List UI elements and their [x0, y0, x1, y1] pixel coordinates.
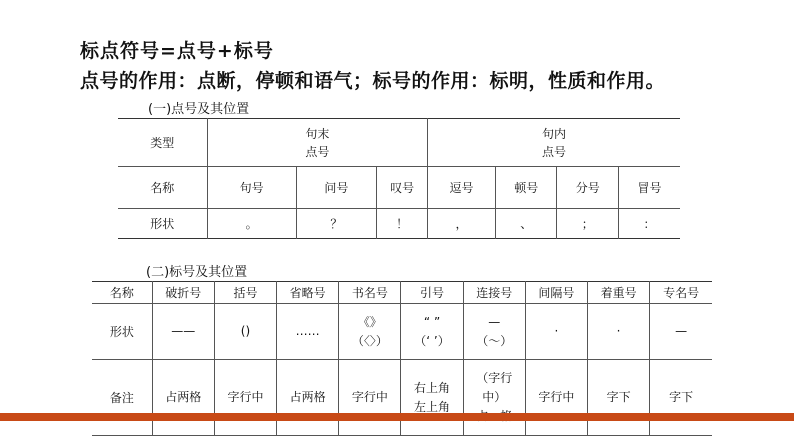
table-row — [92, 282, 712, 304]
name-cell: 逗号 — [428, 167, 496, 209]
shape-cell: ？ — [296, 209, 377, 239]
shape-cell: — （～） — [463, 304, 525, 360]
shape-cell: — — [650, 304, 712, 360]
shape-cell: · — [525, 304, 587, 360]
table-row — [118, 167, 680, 209]
footer-accent-bar — [0, 413, 794, 421]
note-cell: 字行中 — [525, 360, 587, 436]
note-cell: 占两格 — [277, 360, 339, 436]
table-row — [92, 304, 712, 360]
punctuation-points-table — [118, 118, 680, 239]
note-cell: 字下 — [650, 360, 712, 436]
name-label-cell: 名称 — [118, 167, 207, 209]
table-row — [92, 360, 712, 436]
shape-cell: ： — [618, 209, 680, 239]
name-cell: 专名号 — [650, 282, 712, 304]
table-row — [118, 209, 680, 239]
shape-cell: “ ” （‘ ’） — [401, 304, 463, 360]
function-description: 点号的作用：点断，停顿和语气；标号的作用：标明，性质和作用。 — [80, 70, 666, 92]
note-cell: 字行中 — [339, 360, 401, 436]
type-label-cell: 类型 — [150, 136, 175, 150]
name-label-cell: 名称 — [109, 286, 134, 300]
shape-cell: () — [214, 304, 276, 360]
name-cell: 间隔号 — [525, 282, 587, 304]
shape-label-cell: 形状 — [118, 209, 207, 239]
note-cell: 占两格 — [152, 360, 214, 436]
shape-cell: 《》 （〈〉） — [339, 304, 401, 360]
name-cell: 句号 — [207, 167, 296, 209]
shape-cell: ， — [428, 209, 496, 239]
note-cell: （字行 中） — [463, 360, 525, 436]
name-cell: 破折号 — [152, 282, 214, 304]
group-sentence-end: 句末 点号 — [207, 119, 428, 167]
name-cell: 冒号 — [618, 167, 680, 209]
note-cell: 字行中 — [214, 360, 276, 436]
shape-cell: ； — [557, 209, 619, 239]
name-cell: 着重号 — [588, 282, 650, 304]
shape-cell: ！ — [377, 209, 428, 239]
shape-cell: —— — [152, 304, 214, 360]
name-cell: 问号 — [296, 167, 377, 209]
formula-heading: 标点符号=点号+标号 — [80, 40, 274, 62]
name-cell: 连接号 — [463, 282, 525, 304]
section1-title: (一)点号及其位置 — [148, 102, 250, 117]
section2-title: (二)标号及其位置 — [146, 265, 248, 280]
name-cell: 省略号 — [277, 282, 339, 304]
shape-cell: · — [588, 304, 650, 360]
shape-label-cell: 形状 — [92, 304, 152, 360]
name-cell: 顿号 — [495, 167, 557, 209]
shape-cell: 、 — [495, 209, 557, 239]
note-cell: 字下 — [588, 360, 650, 436]
name-cell: 叹号 — [377, 167, 428, 209]
note-label-cell: 备注 — [92, 360, 152, 436]
name-cell: 分号 — [557, 167, 619, 209]
shape-cell: 。 — [207, 209, 296, 239]
name-cell: 括号 — [214, 282, 276, 304]
name-cell: 书名号 — [339, 282, 401, 304]
shape-cell: …… — [277, 304, 339, 360]
name-cell: 引号 — [401, 282, 463, 304]
group-sentence-mid: 句内 点号 — [428, 119, 680, 167]
note-cell: 右上角 左上角 — [401, 360, 463, 436]
